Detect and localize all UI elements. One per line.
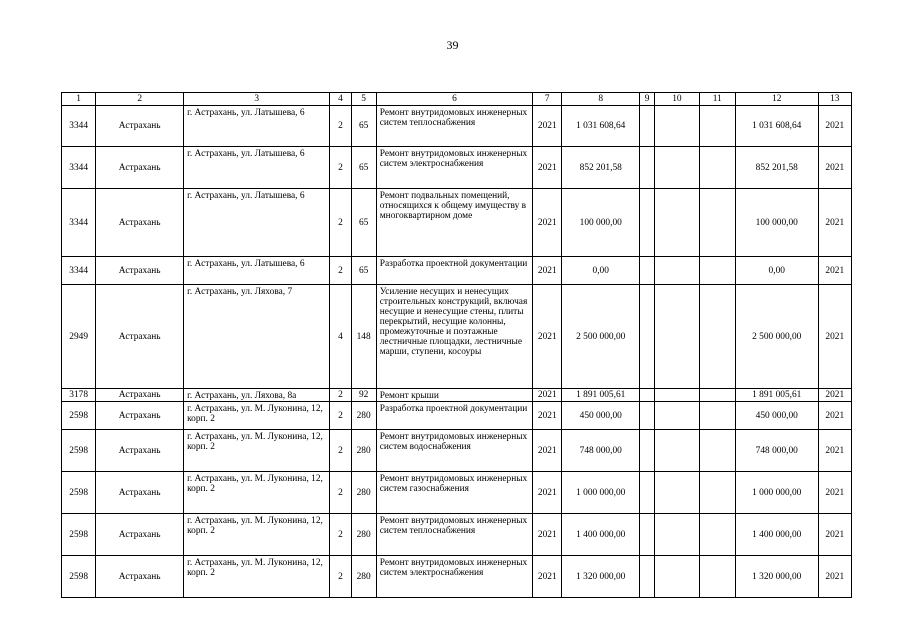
column-number: 12	[735, 93, 818, 106]
floors-cell: 2	[330, 147, 351, 189]
column-9-cell	[640, 472, 655, 514]
completion-year-cell: 2021	[818, 106, 851, 147]
address-cell: г. Астрахань, ул. М. Луконина, 12, корп. 2	[184, 472, 330, 514]
floors-cell: 2	[330, 472, 351, 514]
completion-year-cell: 2021	[818, 514, 851, 556]
floors-cell: 4	[330, 285, 351, 389]
area-cell: 280	[351, 556, 376, 598]
column-number: 2	[96, 93, 184, 106]
work-type-cell: Разработка проектной документации	[376, 402, 532, 430]
year-cell: 2021	[533, 514, 562, 556]
cost-cell: 450 000,00	[562, 402, 640, 430]
municipality-cell: Астрахань	[96, 189, 184, 257]
address-cell: г. Астрахань, ул. Латышева, 6	[184, 257, 330, 285]
area-cell: 65	[351, 189, 376, 257]
address-cell: г. Астрахань, ул. Ляхова, 7	[184, 285, 330, 389]
house-id-cell: 2598	[62, 556, 96, 598]
area-cell: 280	[351, 472, 376, 514]
completion-year-cell: 2021	[818, 147, 851, 189]
house-id-cell: 3344	[62, 106, 96, 147]
floors-cell: 2	[330, 514, 351, 556]
completion-year-cell: 2021	[818, 430, 851, 472]
area-cell: 280	[351, 402, 376, 430]
year-cell: 2021	[533, 556, 562, 598]
total-cost-cell: 100 000,00	[735, 189, 818, 257]
work-type-cell: Ремонт внутридомовых инженерных систем теплоснабжения	[376, 106, 532, 147]
column-11-cell	[699, 402, 735, 430]
municipality-cell: Астрахань	[96, 389, 184, 402]
column-9-cell	[640, 285, 655, 389]
column-number: 8	[562, 93, 640, 106]
table-row	[62, 285, 852, 389]
column-10-cell	[655, 430, 699, 472]
year-cell: 2021	[533, 389, 562, 402]
total-cost-cell: 1 000 000,00	[735, 472, 818, 514]
house-id-cell: 2949	[62, 285, 96, 389]
total-cost-cell: 450 000,00	[735, 402, 818, 430]
total-cost-cell: 852 201,58	[735, 147, 818, 189]
address-cell: г. Астрахань, ул. Латышева, 6	[184, 106, 330, 147]
total-cost-cell: 0,00	[735, 257, 818, 285]
floors-cell: 2	[330, 106, 351, 147]
work-type-cell: Ремонт внутридомовых инженерных систем теплоснабжения	[376, 514, 532, 556]
column-9-cell	[640, 257, 655, 285]
house-id-cell: 2598	[62, 514, 96, 556]
total-cost-cell: 748 000,00	[735, 430, 818, 472]
column-9-cell	[640, 389, 655, 402]
work-type-cell: Ремонт внутридомовых инженерных систем газоснабжения	[376, 472, 532, 514]
table-row	[62, 257, 852, 285]
column-number: 10	[655, 93, 699, 106]
column-9-cell	[640, 189, 655, 257]
column-11-cell	[699, 389, 735, 402]
table-row	[62, 430, 852, 472]
municipality-cell: Астрахань	[96, 514, 184, 556]
municipality-cell: Астрахань	[96, 402, 184, 430]
floors-cell: 2	[330, 556, 351, 598]
table-row	[62, 514, 852, 556]
floors-cell: 2	[330, 430, 351, 472]
completion-year-cell: 2021	[818, 257, 851, 285]
column-number: 9	[640, 93, 655, 106]
column-number: 11	[699, 93, 735, 106]
cost-cell: 1 400 000,00	[562, 514, 640, 556]
column-9-cell	[640, 402, 655, 430]
area-cell: 65	[351, 257, 376, 285]
work-type-cell: Ремонт подвальных помещений, относящихся к общему имуществу в многоквартирном доме	[376, 189, 532, 257]
column-number: 1	[62, 93, 96, 106]
column-number: 7	[533, 93, 562, 106]
cost-cell: 1 000 000,00	[562, 472, 640, 514]
work-type-cell: Ремонт внутридомовых инженерных систем водоснабжения	[376, 430, 532, 472]
column-10-cell	[655, 147, 699, 189]
completion-year-cell: 2021	[818, 402, 851, 430]
completion-year-cell: 2021	[818, 189, 851, 257]
repair-program-table	[61, 92, 852, 598]
work-type-cell: Усиление несущих и ненесущих строительных конструкций, включая несущие и ненесущие стены, плиты перекрытий, несущие колонны, промежуточные и поэтажные лестничные площадки, лестничные марши, ступени, косоуры	[376, 285, 532, 389]
column-9-cell	[640, 430, 655, 472]
total-cost-cell: 2 500 000,00	[735, 285, 818, 389]
address-cell: г. Астрахань, ул. М. Луконина, 12, корп. 2	[184, 430, 330, 472]
house-id-cell: 3178	[62, 389, 96, 402]
year-cell: 2021	[533, 430, 562, 472]
cost-cell: 1 031 608,64	[562, 106, 640, 147]
completion-year-cell: 2021	[818, 556, 851, 598]
table-row	[62, 389, 852, 402]
address-cell: г. Астрахань, ул. Латышева, 6	[184, 147, 330, 189]
column-9-cell	[640, 514, 655, 556]
address-cell: г. Астрахань, ул. Латышева, 6	[184, 189, 330, 257]
year-cell: 2021	[533, 402, 562, 430]
area-cell: 148	[351, 285, 376, 389]
municipality-cell: Астрахань	[96, 257, 184, 285]
year-cell: 2021	[533, 189, 562, 257]
column-number: 5	[351, 93, 376, 106]
column-11-cell	[699, 257, 735, 285]
column-number: 13	[818, 93, 851, 106]
floors-cell: 2	[330, 402, 351, 430]
column-11-cell	[699, 147, 735, 189]
table-row	[62, 556, 852, 598]
cost-cell: 852 201,58	[562, 147, 640, 189]
address-cell: г. Астрахань, ул. М. Луконина, 12, корп. 2	[184, 556, 330, 598]
column-10-cell	[655, 514, 699, 556]
completion-year-cell: 2021	[818, 285, 851, 389]
area-cell: 65	[351, 147, 376, 189]
column-11-cell	[699, 430, 735, 472]
address-cell: г. Астрахань, ул. М. Луконина, 12, корп. 2	[184, 514, 330, 556]
municipality-cell: Астрахань	[96, 556, 184, 598]
total-cost-cell: 1 891 005,61	[735, 389, 818, 402]
column-10-cell	[655, 189, 699, 257]
column-11-cell	[699, 189, 735, 257]
cost-cell: 1 891 005,61	[562, 389, 640, 402]
municipality-cell: Астрахань	[96, 147, 184, 189]
column-10-cell	[655, 556, 699, 598]
column-11-cell	[699, 514, 735, 556]
completion-year-cell: 2021	[818, 389, 851, 402]
column-9-cell	[640, 147, 655, 189]
table-row	[62, 472, 852, 514]
column-10-cell	[655, 257, 699, 285]
house-id-cell: 3344	[62, 189, 96, 257]
total-cost-cell: 1 031 608,64	[735, 106, 818, 147]
column-number: 3	[184, 93, 330, 106]
cost-cell: 2 500 000,00	[562, 285, 640, 389]
house-id-cell: 3344	[62, 257, 96, 285]
year-cell: 2021	[533, 106, 562, 147]
total-cost-cell: 1 400 000,00	[735, 514, 818, 556]
house-id-cell: 2598	[62, 472, 96, 514]
column-11-cell	[699, 472, 735, 514]
completion-year-cell: 2021	[818, 472, 851, 514]
work-type-cell: Ремонт внутридомовых инженерных систем электроснабжения	[376, 556, 532, 598]
column-10-cell	[655, 389, 699, 402]
municipality-cell: Астрахань	[96, 472, 184, 514]
table-row	[62, 189, 852, 257]
work-type-cell: Ремонт внутридомовых инженерных систем электроснабжения	[376, 147, 532, 189]
table-row	[62, 147, 852, 189]
column-10-cell	[655, 472, 699, 514]
total-cost-cell: 1 320 000,00	[735, 556, 818, 598]
house-id-cell: 3344	[62, 147, 96, 189]
municipality-cell: Астрахань	[96, 430, 184, 472]
table-row	[62, 402, 852, 430]
column-10-cell	[655, 285, 699, 389]
table-row	[62, 106, 852, 147]
cost-cell: 1 320 000,00	[562, 556, 640, 598]
area-cell: 65	[351, 106, 376, 147]
floors-cell: 2	[330, 189, 351, 257]
area-cell: 280	[351, 430, 376, 472]
house-id-cell: 2598	[62, 430, 96, 472]
floors-cell: 2	[330, 257, 351, 285]
year-cell: 2021	[533, 147, 562, 189]
column-number: 4	[330, 93, 351, 106]
floors-cell: 2	[330, 389, 351, 402]
column-number: 6	[376, 93, 532, 106]
column-9-cell	[640, 106, 655, 147]
column-10-cell	[655, 106, 699, 147]
work-type-cell: Ремонт крыши	[376, 389, 532, 402]
year-cell: 2021	[533, 472, 562, 514]
cost-cell: 100 000,00	[562, 189, 640, 257]
column-11-cell	[699, 106, 735, 147]
column-11-cell	[699, 556, 735, 598]
column-10-cell	[655, 402, 699, 430]
column-11-cell	[699, 285, 735, 389]
year-cell: 2021	[533, 285, 562, 389]
page-number: 39	[446, 38, 459, 52]
area-cell: 280	[351, 514, 376, 556]
column-9-cell	[640, 556, 655, 598]
cost-cell: 0,00	[562, 257, 640, 285]
work-type-cell: Разработка проектной документации	[376, 257, 532, 285]
year-cell: 2021	[533, 257, 562, 285]
house-id-cell: 2598	[62, 402, 96, 430]
municipality-cell: Астрахань	[96, 106, 184, 147]
column-number-row	[62, 93, 852, 106]
cost-cell: 748 000,00	[562, 430, 640, 472]
address-cell: г. Астрахань, ул. Ляхова, 8а	[184, 389, 330, 402]
area-cell: 92	[351, 389, 376, 402]
municipality-cell: Астрахань	[96, 285, 184, 389]
address-cell: г. Астрахань, ул. М. Луконина, 12, корп. 2	[184, 402, 330, 430]
